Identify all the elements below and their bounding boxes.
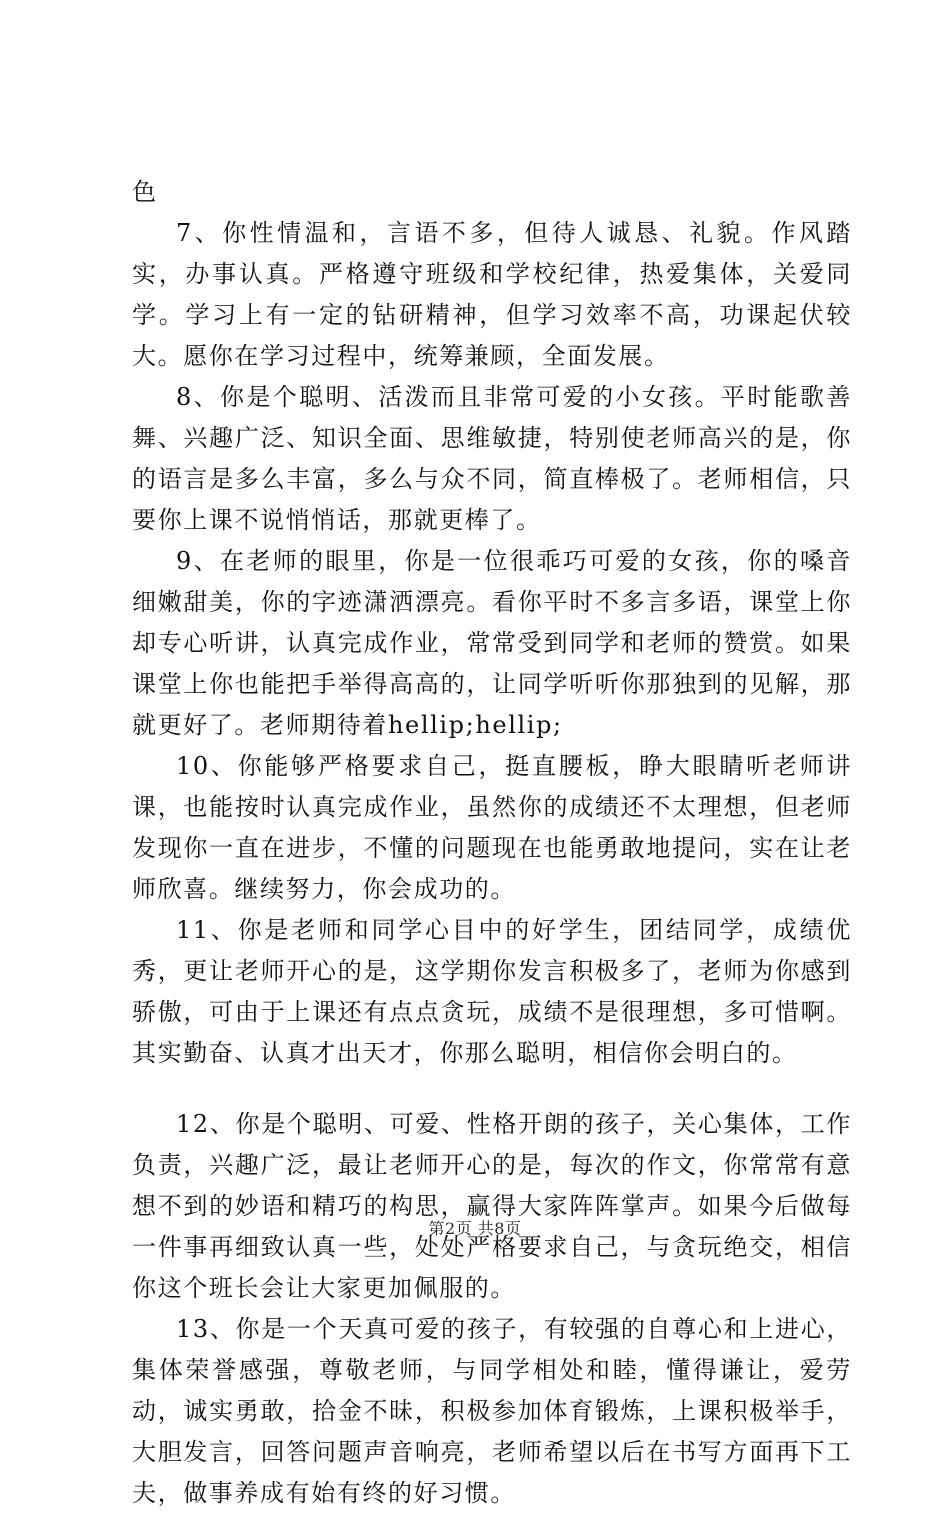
page-footer: 第2页 共8页: [428, 1219, 522, 1238]
paragraph-gap: [132, 1074, 852, 1104]
paragraph-fragment: 色: [132, 178, 158, 206]
paragraph-comment-7: 7、你性情温和，言语不多，但待人诚恳、礼貌。作风踏实，办事认真。严格遵守班级和学校纪律，热爱集体，关爱同学。学习上有一定的钻研精神，但学习效率不高，功课起伏较大。愿你在学习过程中，统筹兼顾，全面发展。: [132, 219, 852, 370]
paragraph-comment-9: 9、在老师的眼里，你是一位很乖巧可爱的女孩，你的嗓音细嫩甜美，你的字迹潇洒漂亮。看你平时不多言多语，课堂上你却专心听讲，认真完成作业，常常受到同学和老师的赞赏。如果课堂上你也能把手举得高高的，让同学听听你那独到的见解，那就更好了。老师期待着hellip;hellip;: [132, 547, 852, 739]
paragraph-comment-13: 13、你是一个天真可爱的孩子，有较强的自尊心和上进心，集体荣誉感强，尊敬老师，与同学相处和睦，懂得谦让，爱劳动，诚实勇敢，拾金不昧，积极参加体育锻炼，上课积极举手，大胆发言，回答问题声音响亮，老师希望以后在书写方面再下工夫，做事养成有始有终的好习惯。: [132, 1315, 852, 1507]
paragraph-comment-12: 12、你是个聪明、可爱、性格开朗的孩子，关心集体，工作负责，兴趣广泛，最让老师开心的是，每次的作文，你常常有意想不到的妙语和精巧的构思，赢得大家阵阵掌声。如果今后做每一件事再细致认真一些，处处严格要求自己，与贪玩绝交，相信你这个班长会让大家更加佩服的。: [132, 1110, 852, 1302]
paragraph-comment-11: 11、你是老师和同学心目中的好学生，团结同学，成绩优秀，更让老师开心的是，这学期你发言积极多了，老师为你感到骄傲，可由于上课还有点点贪玩，成绩不是很理想，多可惜啊。其实勤奋、认真才出天才，你那么聪明，相信你会明白的。: [132, 916, 852, 1067]
paragraph-comment-10: 10、你能够严格要求自己，挺直腰板，睁大眼睛听老师讲课，也能按时认真完成作业，虽然你的成绩还不太理想，但老师发现你一直在进步，不懂的问题现在也能勇敢地提问，实在让老师欣喜。继续努力，你会成功的。: [132, 752, 852, 903]
paragraph-comment-8: 8、你是个聪明、活泼而且非常可爱的小女孩。平时能歌善舞、兴趣广泛、知识全面、思维敏捷，特别使老师高兴的是，你的语言是多么丰富，多么与众不同，简直棒极了。老师相信，只要你上课不说悄悄话，那就更棒了。: [132, 383, 852, 534]
document-body: [132, 172, 852, 1514]
